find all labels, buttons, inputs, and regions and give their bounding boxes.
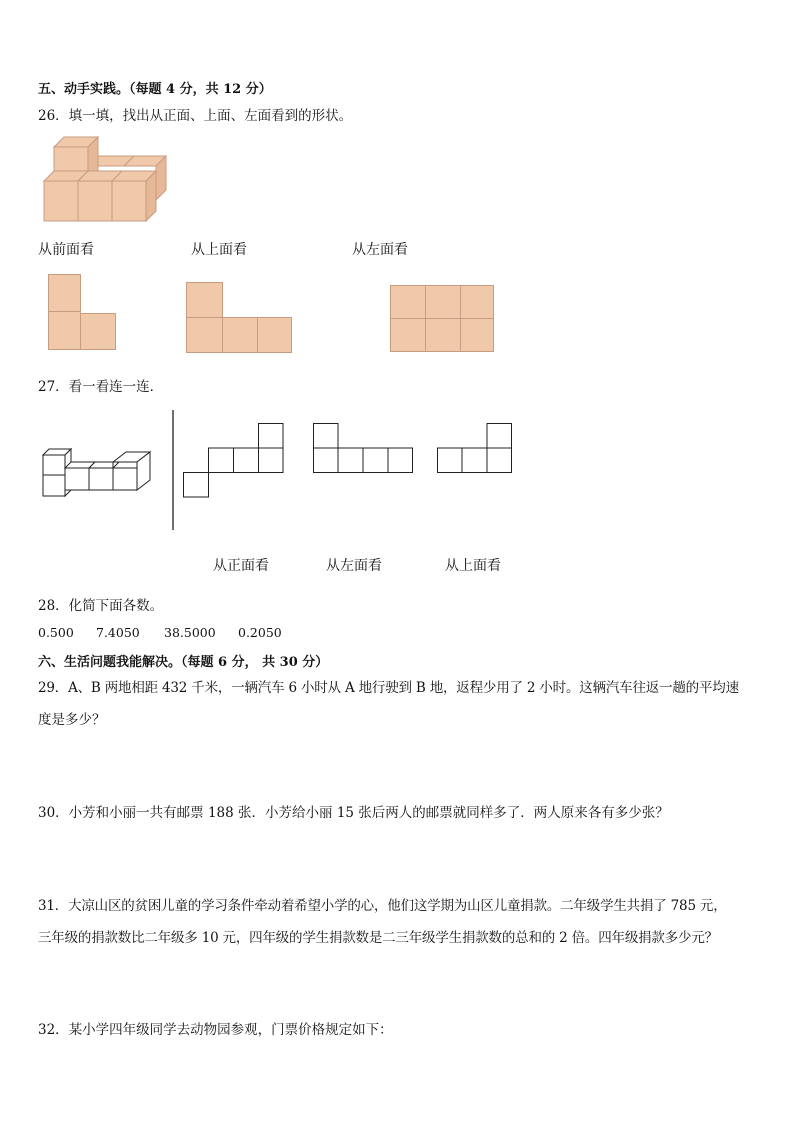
view-label-left: 从左面看 (326, 558, 382, 574)
question-30-text: 30．小芳和小丽一共有邮票 188 张．小芳给小丽 15 张后两人的邮票就同样多了．两人原来各有多少张？ (38, 805, 669, 821)
wireframe-cube-figure (40, 448, 155, 500)
question-32-text: 32．某小学四年级同学去动物园参观，门票价格规定如下： (38, 1022, 393, 1038)
left-view-shape (390, 285, 496, 353)
grid-shape-a (182, 422, 285, 499)
question-29-line-1: 29．A、B 两地相距 432 千米，一辆汽车 6 小时从 A 地行驶到 B 地，返程少用了 2 小时。这辆汽车往返一趟的平均速 (38, 680, 739, 696)
section-six-title: 六、生活问题我能解决。（每题 6 分， 共 30 分） (38, 655, 329, 670)
top-view-shape (186, 282, 294, 354)
decimal-number: 0.2050 (238, 625, 282, 640)
question-31-line-2: 三年级的捐款数比二年级多 10 元，四年级的学生捐款数是二三年级学生捐款数的总和的 2 倍。四年级捐款多少元？ (38, 930, 718, 946)
view-label-left: 从左面看 (352, 242, 408, 258)
view-label-top: 从上面看 (191, 242, 247, 258)
question-29-line-2: 度是多少？ (38, 712, 106, 728)
view-label-front: 从前面看 (38, 242, 94, 258)
cube-front-face (78, 181, 112, 221)
question-31-line-1: 31．大凉山区的贫困儿童的学习条件牵动着希望小学的心，他们这学期为山区儿童捐款。二年级学生共捐了 785 元， (38, 898, 727, 914)
cube-front-face (44, 181, 78, 221)
front-view-shape (48, 274, 118, 352)
question-27-text: 27．看一看连一连． (38, 379, 164, 395)
section-five-title: 五、动手实践。（每题 4 分，共 12 分） (38, 82, 272, 97)
view-label-front: 从正面看 (213, 558, 269, 574)
grid-shape-b (312, 422, 415, 475)
view-label-top: 从上面看 (445, 558, 501, 574)
question-26-text: 26．填一填，找出从正面、上面、左面看到的形状。 (38, 108, 353, 124)
decimal-number: 38.5000 (164, 625, 216, 640)
cube-stack-figure (40, 132, 175, 227)
decimal-number: 0.500 (38, 625, 74, 640)
vertical-divider (171, 410, 175, 532)
cube-front-face (112, 181, 146, 221)
decimal-number: 7.4050 (96, 625, 140, 640)
question-28-text: 28．化简下面各数。 (38, 598, 164, 614)
grid-shape-c (436, 422, 514, 475)
